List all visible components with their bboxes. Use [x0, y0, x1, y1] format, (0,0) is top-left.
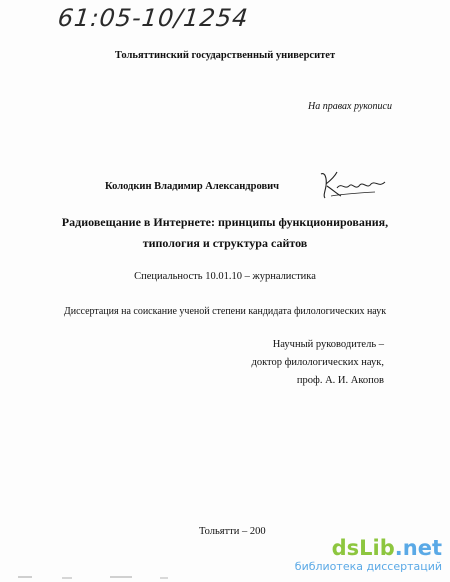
- author-signature: [317, 168, 389, 202]
- dslib-subtitle: библиотека диссертаций: [294, 560, 442, 573]
- degree-statement: Диссертация на соискание ученой степени кандидата филологических наук: [63, 306, 387, 317]
- specialty-line: Специальность 10.01.10 – журналистика: [134, 271, 316, 282]
- author-name: Колодкин Владимир Александрович: [105, 181, 280, 192]
- dslib-watermark: [295, 537, 442, 573]
- supervisor-name: проф. А. И. Акопов: [296, 375, 384, 386]
- supervisor-degree: доктор филологических наук,: [251, 357, 384, 368]
- thesis-title-line-1: Радиовещание в Интернете: принципы функционирования,: [61, 215, 389, 229]
- dslib-logo: dsLib.net: [331, 536, 442, 560]
- thesis-title-line-2: типология и структура сайтов: [142, 236, 308, 250]
- city-year: Тольятти – 200: [199, 526, 266, 537]
- archive-code-handwritten: 61:05-10/1254: [56, 4, 251, 32]
- scan-edge-marks: [0, 575, 450, 582]
- university-name: Тольяттинский государственный университет: [114, 50, 336, 61]
- supervisor-heading: Научный руководитель –: [272, 339, 384, 350]
- manuscript-rights-note: На правах рукописи: [308, 101, 392, 112]
